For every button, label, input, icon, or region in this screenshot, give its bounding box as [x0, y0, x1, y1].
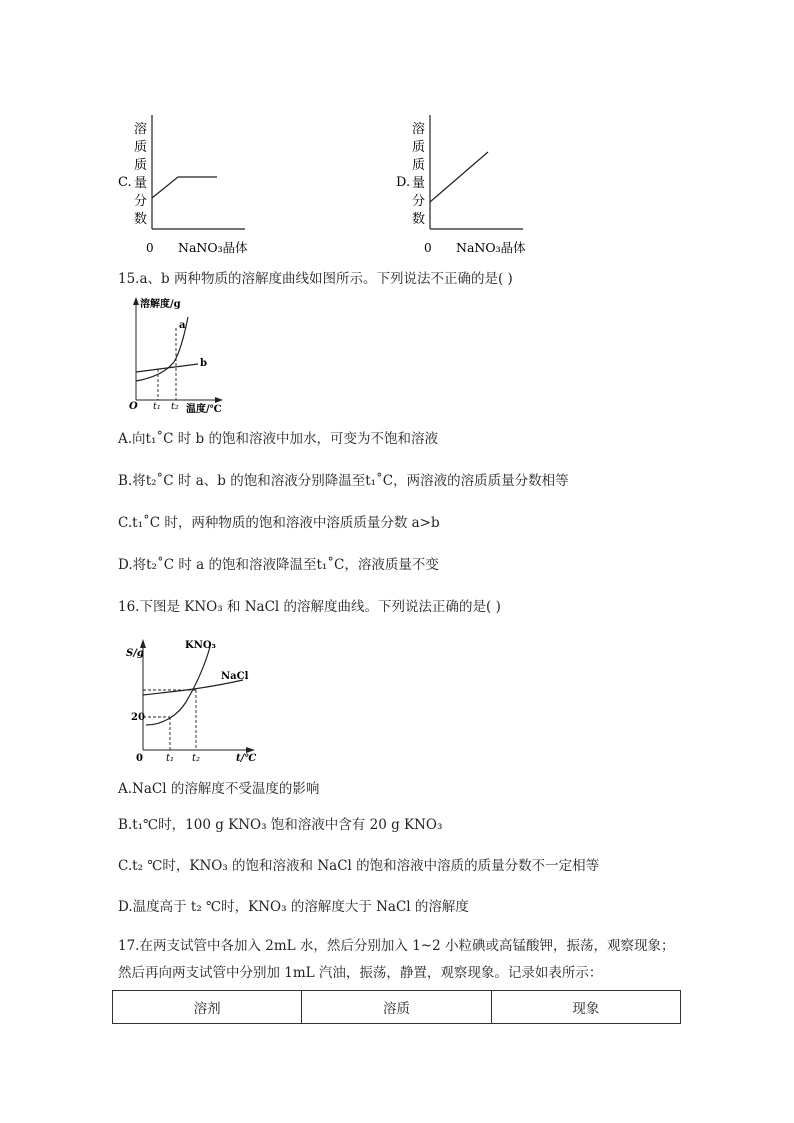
q16-option-b: B.t₁℃时，100 g KNO₃ 饱和溶液中含有 20 g KNO₃ — [118, 817, 443, 833]
curve — [430, 152, 488, 202]
q16-xlabel: t/℃ — [236, 753, 257, 764]
svg-text:分: 分 — [412, 194, 426, 209]
t1-label: t₁ — [153, 401, 161, 412]
svg-text:质: 质 — [412, 140, 426, 155]
q16-solubility-chart — [118, 630, 263, 766]
q14-graph-c — [110, 112, 270, 260]
t1-label: t₁ — [166, 753, 175, 764]
x-axis-label: NaNO₃晶体 — [178, 240, 248, 255]
q15-solubility-chart — [118, 292, 233, 416]
svg-text:量: 量 — [412, 176, 426, 191]
q17-line-1: 17.在两支试管中各加入 2mL 水，然后分别加入 1~2 小粒碘或高锰酸钾，振荡，观察现象； — [118, 938, 675, 954]
svg-text:溶: 溶 — [134, 122, 148, 137]
origin-label: 0 — [424, 241, 432, 255]
y-tick-20: 20 — [131, 712, 145, 723]
t2-label: t₂ — [171, 401, 179, 412]
x-axis-label: NaNO₃晶体 — [456, 240, 526, 255]
q17-line-2: 然后再向两支试管中分别加 1mL 汽油，振荡，静置，观察现象。记录如表所示： — [118, 965, 603, 981]
q15-option-c: C.t₁˚C 时，两种物质的饱和溶液中溶质质量分数 a>b — [118, 515, 440, 531]
header-phenomenon: 现象 — [491, 991, 680, 1024]
label-kno3: KNO₃ — [185, 640, 216, 651]
q17-table — [112, 990, 681, 1024]
svg-text:量: 量 — [134, 176, 148, 191]
origin: O — [129, 401, 138, 412]
svg-text:分: 分 — [134, 194, 148, 209]
table-header-row — [113, 991, 681, 1024]
header-solvent: 溶剂 — [113, 991, 302, 1024]
q15-ylabel: 溶解度/g — [140, 299, 181, 310]
q15-option-b: B.将t₂˚C 时 a、b 的饱和溶液分别降温至t₁˚C，两溶液的溶质质量分数相等 — [118, 473, 569, 489]
label-nacl: NaCl — [221, 671, 249, 682]
svg-text:质: 质 — [134, 158, 148, 173]
q15-option-a: A.向t₁˚C 时 b 的饱和溶液中加水，可变为不饱和溶液 — [118, 431, 438, 447]
q14-c-ylabel — [134, 121, 147, 227]
origin: 0 — [136, 753, 143, 764]
q14-d-label: D. — [396, 175, 411, 190]
svg-text:质: 质 — [412, 158, 426, 173]
q16-option-a: A.NaCl 的溶解度不受温度的影响 — [118, 781, 320, 797]
svg-text:数: 数 — [412, 212, 426, 227]
curve — [152, 177, 217, 198]
q16-stem: 16.下图是 KNO₃ 和 NaCl 的溶解度曲线。下列说法正确的是( ) — [118, 599, 501, 615]
label-b: b — [200, 358, 207, 369]
q14-c-label: C. — [118, 175, 132, 190]
svg-text:溶: 溶 — [412, 122, 426, 137]
q15-option-d: D.将t₂˚C 时 a 的饱和溶液降温至t₁˚C，溶液质量不变 — [118, 557, 439, 573]
t2-label: t₂ — [192, 753, 201, 764]
q15-xlabel: 温度/℃ — [186, 404, 222, 415]
origin-label: 0 — [146, 241, 154, 255]
q15-stem: 15.a、b 两种物质的溶解度曲线如图所示。下列说法不正确的是( ) — [118, 271, 513, 287]
curve-kno3 — [146, 647, 210, 725]
q16-option-c: C.t₂ ℃时，KNO₃ 的饱和溶液和 NaCl 的饱和溶液中溶质的质量分数不一定相等 — [118, 858, 600, 874]
q14-graph-d — [388, 112, 548, 260]
q16-option-d: D.温度高于 t₂ ℃时，KNO₃ 的溶解度大于 NaCl 的溶解度 — [118, 899, 469, 915]
svg-text:数: 数 — [134, 212, 148, 227]
header-solute: 溶质 — [302, 991, 491, 1024]
q14-d-ylabel — [412, 121, 425, 227]
curve-b — [136, 364, 198, 372]
curve-nacl — [143, 680, 243, 695]
svg-text:质: 质 — [134, 140, 148, 155]
label-a: a — [179, 320, 186, 331]
q16-ylabel: S/g — [126, 648, 144, 659]
